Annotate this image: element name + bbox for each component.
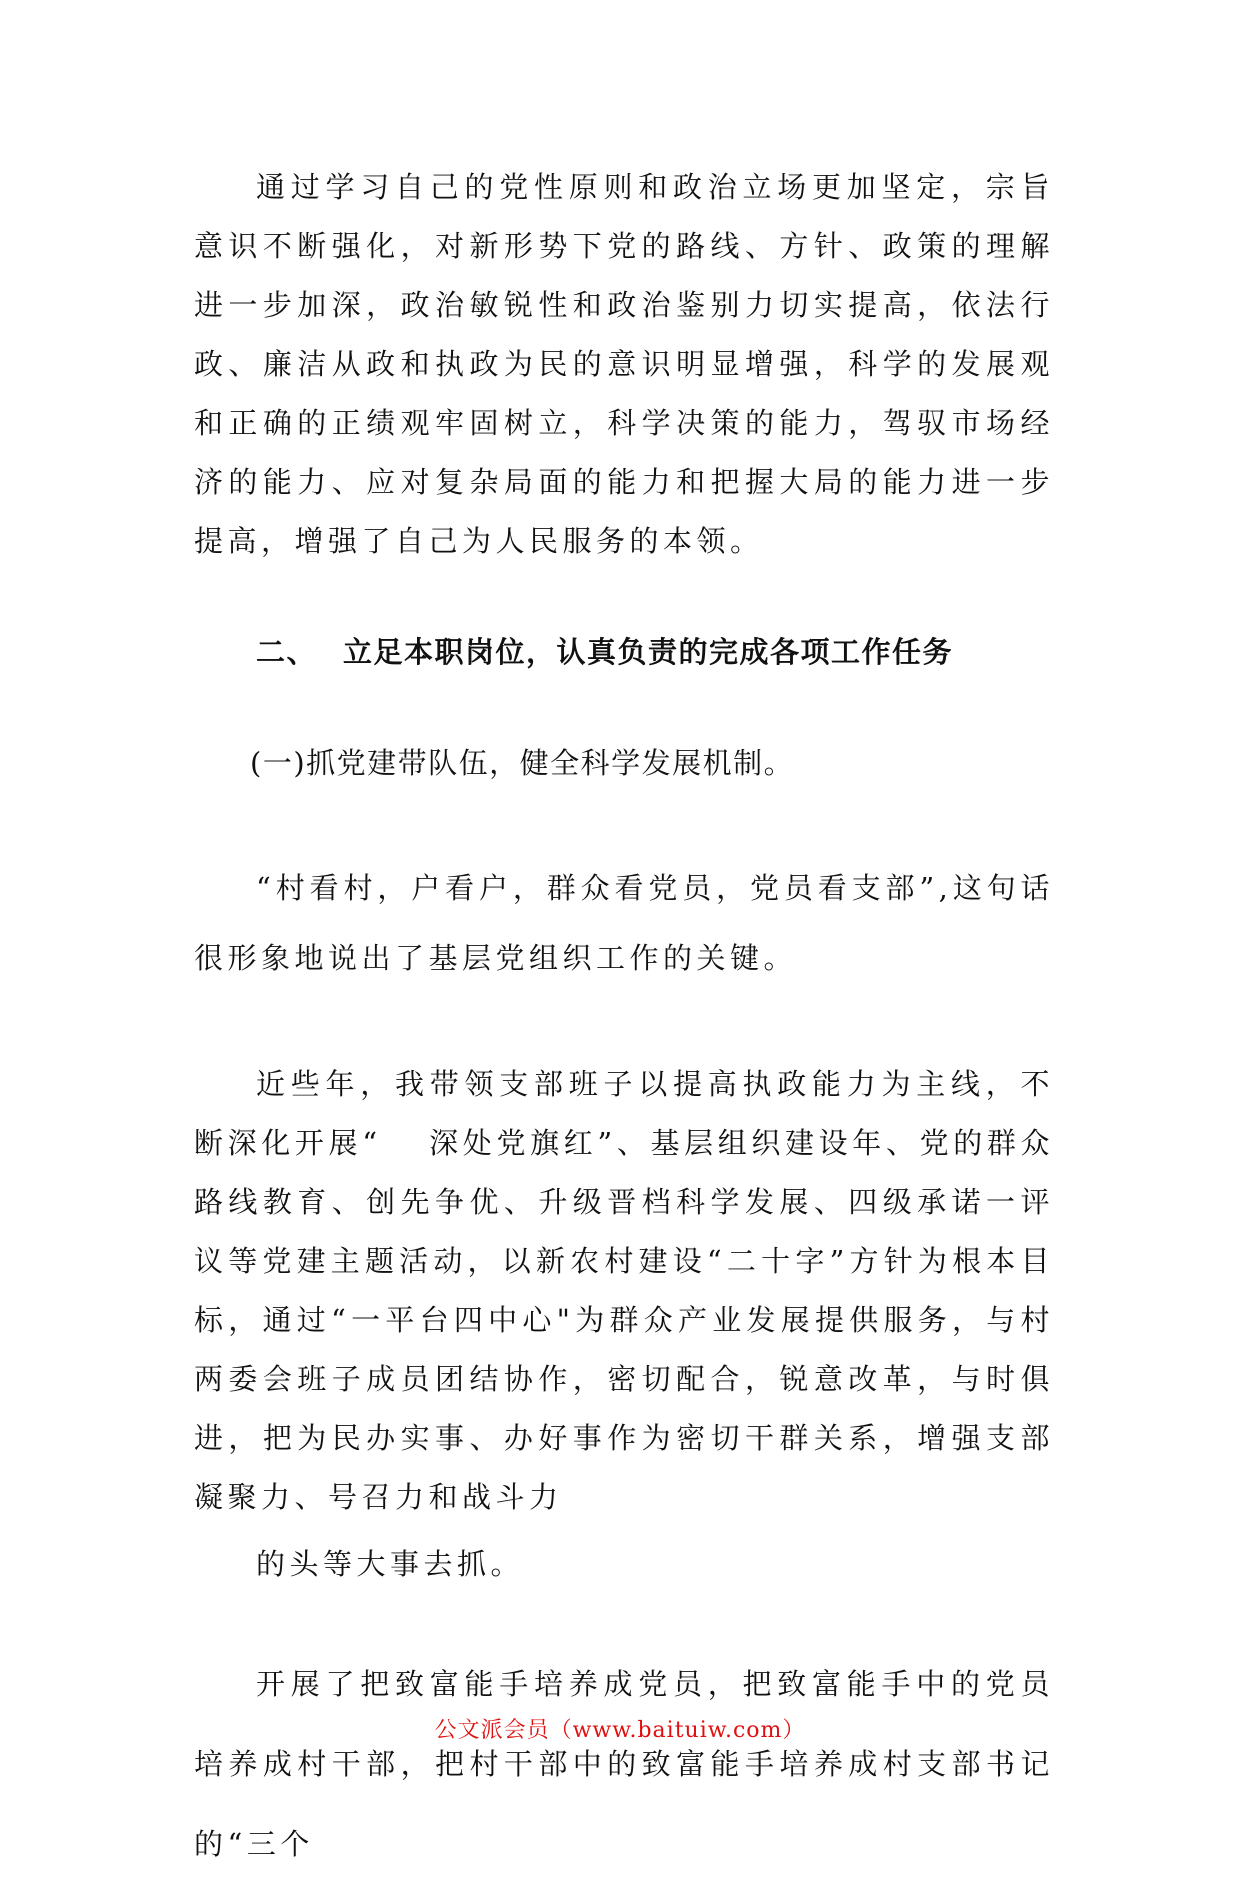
document-body bbox=[194, 158, 1054, 1884]
paragraph-study-results: 通过学习自己的党性原则和政治立场更加坚定，宗旨意识不断强化，对新形势下党的路线、方针、政策的理解进一步加深，政治敏锐性和政治鉴别力切实提高，依法行政、廉洁从政和执政为民的意识明显增强，科学的发展观和正确的正绩观牢固树立，科学决策的能力，驾驭市场经济的能力、应对复杂局面的能力和把握大局的能力进一步提高，增强了自己为人民服务的本领。 bbox=[194, 170, 1054, 558]
paragraph-party-building bbox=[194, 1055, 1054, 1594]
section-heading bbox=[194, 623, 1054, 682]
paragraph-village-saying: “村看村，户看户，群众看党员，党员看支部”,这句话很形象地说出了基层党组织工作的关键。 bbox=[194, 871, 1054, 975]
paragraph-party-building-end: 的头等大事去抓。 bbox=[256, 1547, 525, 1581]
footer-watermark: 公文派会员（www.baituiw.com） bbox=[434, 1718, 806, 1743]
paragraph-party-building-main: 近些年，我带领支部班子以提高执政能力为主线，不断深化开展“ 深处党旗红”、基层组织建设年、党的群众路线教育、创先争优、升级晋档科学发展、四级承诺一评议等党建主题活动，以新农村建设“二十字”方针为根本目标，通过“一平台四中心"为群众产业发展提供服务，与村两委会班子成员团结协作，密切配合，锐意改革，与时俱进，把为民办实事、办好事作为密切干群关系，增强支部凝聚力、号召力和战斗力 bbox=[194, 1067, 1054, 1514]
section-heading-number: 二、 bbox=[256, 635, 318, 669]
paragraph-cultivation: 开展了把致富能手培养成党员，把致富能手中的党员培养成村干部，把村干部中的致富能手培养成村支部书记的“三个 bbox=[194, 1667, 1054, 1861]
section-heading-text: 立足本职岗位，认真负责的完成各项工作任务 bbox=[343, 635, 954, 669]
subsection-heading: (一)抓党建带队伍，健全科学发展机制。 bbox=[250, 746, 795, 780]
